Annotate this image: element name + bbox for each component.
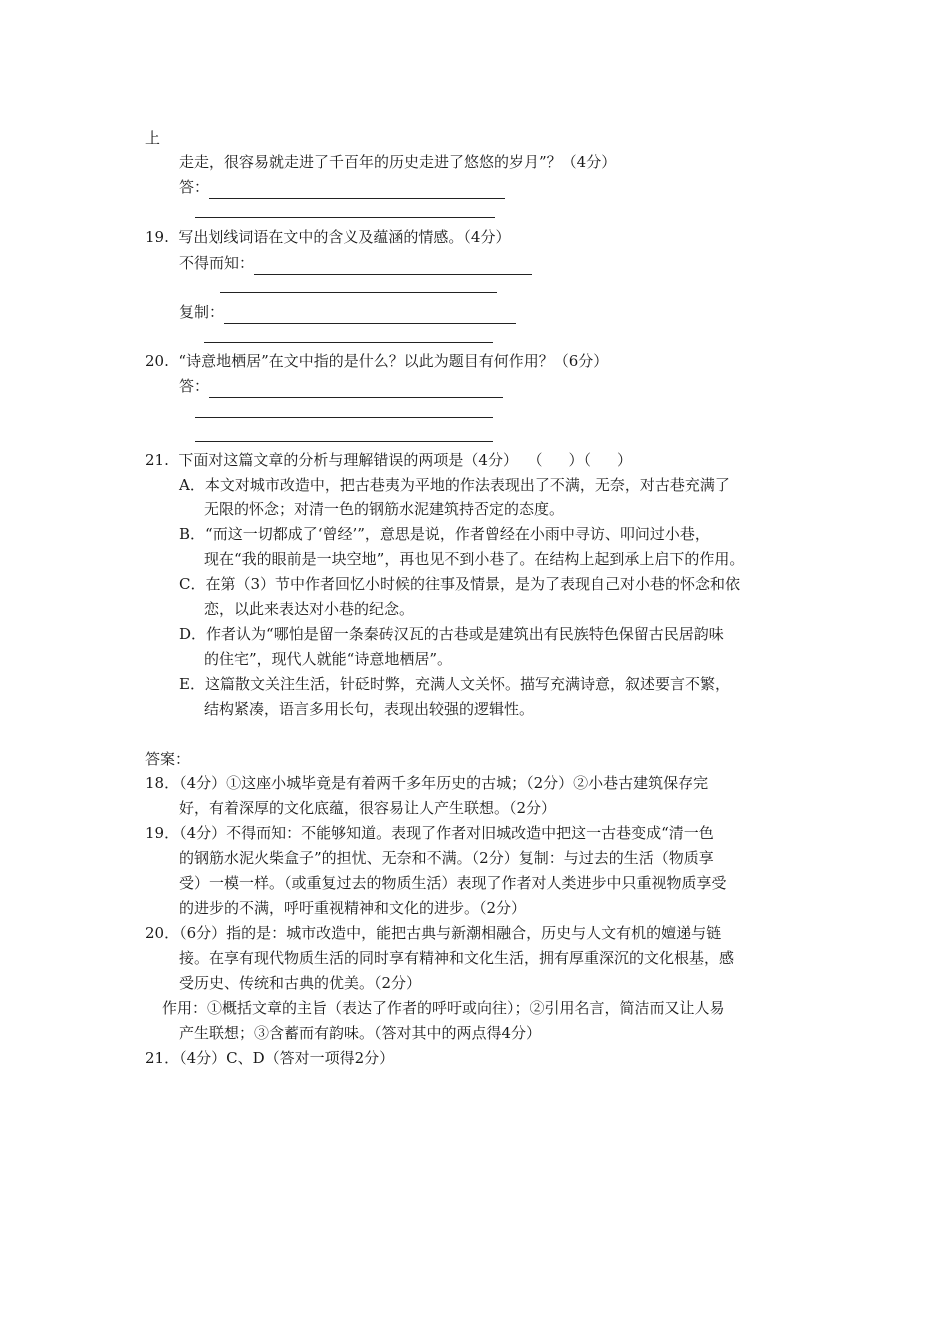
q19-text: 写出划线词语在文中的含义及蕴涵的情感。（4分）: [178, 228, 511, 246]
answer-18-line-2: 好，有着深厚的文化底蕴，很容易让人产生联想。（2分）: [179, 799, 557, 817]
answers-heading: 答案：: [145, 750, 191, 768]
q19-question: [145, 225, 510, 249]
q21-option-b-line-2: 现在“我的眼前是一块空地”，再也见不到小巷了。在结构上起到承上启下的作用。: [204, 550, 745, 568]
q21-option-a-line-2: 无限的怀念；对清一色的钢筋水泥建筑持否定的态度。: [204, 500, 565, 518]
q21-option-a-line-1: A．本文对城市改造中，把古巷夷为平地的作法表现出了不满，无奈，对古巷充满了: [179, 476, 730, 494]
q19-term1-row: [179, 251, 532, 275]
q20-answer-blank-1[interactable]: [209, 379, 503, 398]
q20-answer-blank-2[interactable]: [195, 417, 493, 418]
answer-19-line-1: 19．（4分）不得而知：不能够知道。表现了作者对旧城改造中把这一古巷变成“清一色: [145, 824, 714, 842]
q21-option-e-line-1: E．这篇散文关注生活，针砭时弊，充满人文关怀。描写充满诗意，叙述要言不繁，: [179, 675, 730, 693]
answer-19-line-4: 的进步的不满，呼吁重视精神和文化的进步。（2分）: [179, 899, 527, 917]
q18-tail-line-2: 走走，很容易就走进了千百年的历史走进了悠悠的岁月”？（4分）: [179, 153, 617, 171]
q21-choice-slot-2[interactable]: （ ）: [583, 451, 633, 469]
q19-number: 19.: [145, 228, 169, 246]
answer-19-line-2: 的钢筋水泥火柴盒子”的担忧、无奈和不满。（2分）复制：与过去的生活（物质享: [179, 849, 714, 867]
q20-number: 20.: [145, 352, 169, 370]
q21-text: 下面对这篇文章的分析与理解错误的两项是（4分）: [178, 451, 518, 469]
q21-option-c-line-1: C．在第（3）节中作者回忆小时候的往事及情景，是为了表现自己对小巷的怀念和依: [179, 575, 741, 593]
q20-answer-label: 答：: [179, 377, 210, 395]
q18-answer-label: 答：: [179, 178, 210, 196]
q21-number: 21.: [145, 451, 169, 469]
answer-20-line-3: 受历史、传统和古典的优美。（2分）: [179, 974, 422, 992]
answer-21-line-1: 21．（4分）C、D（答对一项得2分）: [145, 1049, 395, 1067]
q18-answer-row: [179, 175, 505, 199]
q19-term1-label: 不得而知：: [179, 254, 255, 272]
q21-option-d-line-2: 的住宅”，现代人就能“诗意地栖居”。: [204, 650, 453, 668]
q21-choice-slot-1[interactable]: （ ）: [527, 451, 584, 469]
answer-18-line-1: 18．（4分）①这座小城毕竟是有着两千多年历史的古城；（2分）②小巷古建筑保存完: [145, 774, 709, 792]
q19-term1-blank-2[interactable]: [220, 292, 497, 293]
answer-19-line-3: 受）一模一样。（或重复过去的物质生活）表现了作者对人类进步中只重视物质享受: [179, 874, 727, 892]
answer-20-line-2: 接。在享有现代物质生活的同时享有精神和文化生活，拥有厚重深沉的文化根基，感: [179, 949, 735, 967]
answer-20-line-4: 作用：①概括文章的主旨（表达了作者的呼吁或向往）；②引用名言，简洁而又让人易: [162, 999, 725, 1017]
q18-answer-blank-2[interactable]: [195, 217, 495, 218]
q21-option-c-line-2: 恋，以此来表达对小巷的纪念。: [204, 600, 415, 618]
q18-tail-line-1: 上: [145, 129, 161, 147]
q19-term2-label: 复制：: [179, 303, 225, 321]
q19-term2-row: [179, 300, 516, 324]
q20-text: “诗意地栖居”在文中指的是什么？以此为题目有何作用？（6分）: [178, 352, 609, 370]
answer-20-line-5: 产生联想；③含蓄而有韵味。（答对其中的两点得4分）: [179, 1024, 542, 1042]
answer-20-line-1: 20．（6分）指的是：城市改造中，能把古典与新潮相融合，历史与人文有机的嬗递与链: [145, 924, 722, 942]
q20-answer-row: [179, 374, 503, 398]
q21-option-e-line-2: 结构紧凑，语言多用长句，表现出较强的逻辑性。: [204, 700, 535, 718]
q19-term1-blank-1[interactable]: [254, 256, 532, 275]
q20-question: [145, 349, 608, 373]
q18-answer-blank-1[interactable]: [209, 180, 505, 199]
q21-option-d-line-1: D．作者认为“哪怕是留一条秦砖汉瓦的古巷或是建筑出有民族特色保留古民居韵味: [179, 625, 724, 643]
q19-term2-blank-2[interactable]: [204, 342, 493, 343]
q19-term2-blank-1[interactable]: [224, 305, 516, 324]
q20-answer-blank-3[interactable]: [195, 441, 493, 442]
q21-question: [145, 448, 632, 472]
q21-option-b-line-1: B．“而这一切都成了‘曾经’”，意思是说，作者曾经在小雨中寻访、叩问过小巷，: [179, 525, 710, 543]
